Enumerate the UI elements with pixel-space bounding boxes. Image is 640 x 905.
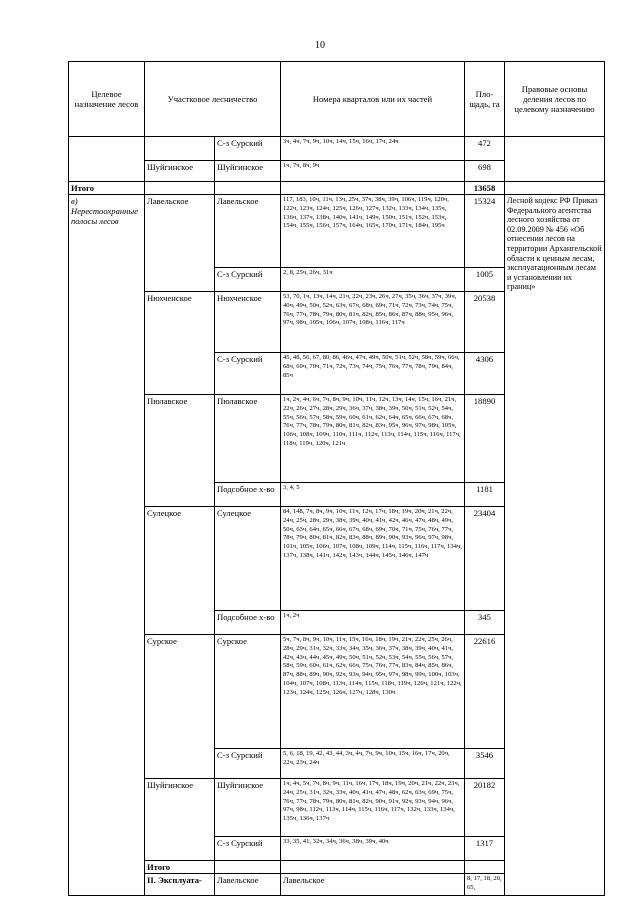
table-row: [69, 137, 605, 161]
legal-cell: [505, 137, 605, 182]
header-district: Участковое лесничество: [145, 62, 281, 137]
district-cell: Шуйгинское: [145, 779, 215, 861]
sub-district-cell: Нюхченское: [215, 292, 281, 353]
total-label: Итого: [145, 861, 215, 874]
total-row: [69, 182, 605, 195]
quarters-cell: 5ч, 7ч, 8ч, 9ч, 10ч, 11ч, 15ч, 16ч, 18ч, 19ч, 21ч, 22ч, 25ч, 26ч, 28ч, 29ч, 31ч, 32ч, 33ч, 34ч, 35ч, 36ч, 37ч, 38ч, 39ч, 40ч, 41ч, 42ч, 43ч, 44ч, 45ч, 49ч, 50ч, 51ч, 52ч, 53ч, 54ч, 55ч, 56ч, 57ч, 58ч, 59ч, 60ч, 61ч, 62ч, 66ч, 75ч, 76ч, 77ч, 83ч, 84ч, 85ч, 86ч, 87ч, 88ч, 89ч, 90ч, 92ч, 93ч, 94ч, 95ч, 97ч, 98ч, 99ч, 100ч, 103ч, 104ч, 107ч, 108ч, 113ч, 114ч, 115ч, 118ч, 119ч, 120ч, 121ч, 122ч, 123ч, 124ч, 125ч, 126ч, 127ч, 128ч, 130ч: [281, 635, 465, 749]
sub-district-cell: Шуйгинское: [215, 779, 281, 837]
table-row: [69, 195, 605, 268]
sub-district-cell: Лавельское: [281, 874, 465, 896]
quarters-cell: 84, 148, 7ч, 8ч, 9ч, 10ч, 11ч, 12ч, 17ч, 18ч, 19ч, 20ч, 21ч, 22ч, 24ч, 25ч, 28ч, 29ч, 38ч, 39ч, 40ч, 41ч, 42ч, 46ч, 47ч, 48ч, 49ч, 50ч, 63ч, 64ч, 65ч, 66ч, 67ч, 68ч, 69ч, 70ч, 71ч, 75ч, 76ч, 77ч, 78ч, 79ч, 80ч, 81ч, 82ч, 83ч, 88ч, 89ч, 90ч, 93ч, 96ч, 97ч, 98ч, 101ч, 105ч, 106ч, 107ч, 108ч, 109ч, 114ч, 115ч, 116ч, 117ч, 134ч, 137ч, 138ч, 141ч, 142ч, 143ч, 144ч, 145ч, 146ч, 147ч: [281, 507, 465, 611]
district-cell: Пюлавское: [145, 395, 215, 507]
area-cell: 20538: [465, 292, 505, 353]
sub-district-cell: Пюлавское: [215, 395, 281, 483]
forest-purpose-table: [68, 61, 605, 896]
purpose-cell: в) Нерестоохранные полосы лесов: [69, 195, 145, 896]
area-cell: 472: [465, 137, 505, 161]
table-header-row: [69, 62, 605, 137]
header-quarters: Номера кварталов или их частей: [281, 62, 465, 137]
area-cell: 23404: [465, 507, 505, 611]
area-cell: 15324: [465, 195, 505, 268]
quarters-cell: 1ч, 2ч: [281, 611, 465, 635]
total-label: Итого: [69, 182, 145, 195]
quarters-cell: 1ч, 4ч, 5ч, 7ч, 8ч, 9ч, 11ч, 16ч, 17ч, 18ч, 19ч, 20ч, 21ч, 22ч, 23ч, 24ч, 25ч, 31ч, 32ч, 33ч, 40ч, 41ч, 47ч, 48ч, 62ч, 63ч, 69ч, 75ч, 76ч, 77ч, 78ч, 79ч, 80ч, 81ч, 82ч, 90ч, 91ч, 92ч, 93ч, 94ч, 96ч, 97ч, 98ч, 112ч, 113ч, 114ч, 115ч, 116ч, 117ч, 132ч, 133ч, 134ч, 135ч, 136ч, 137ч: [281, 779, 465, 837]
quarters-cell: 53, 70, 1ч, 13ч, 14ч, 21ч, 22ч, 23ч, 26ч, 27ч, 35ч, 36ч, 37ч, 39ч, 40ч, 49ч, 50ч, 52ч, 63ч, 67ч, 68ч, 69ч, 71ч, 72ч, 73ч, 74ч, 75ч, 76ч, 77ч, 78ч, 79ч, 80ч, 81ч, 82ч, 85ч, 86ч, 87ч, 88ч, 95ч, 96ч, 97ч, 98ч, 105ч, 106ч, 107ч, 108ч, 116ч, 117ч: [281, 292, 465, 353]
quarters-cell: 2, 8, 25ч, 26ч, 31ч: [281, 268, 465, 292]
page-number: 10: [315, 40, 325, 51]
sub-district-cell: Подсобное х-во: [215, 483, 281, 507]
district-cell: [145, 137, 215, 161]
sub-district-cell: С-з Сурский: [215, 749, 281, 779]
district-cell: Лавельское: [215, 874, 281, 896]
area-cell: 698: [465, 161, 505, 182]
sub-district-cell: С-з Сурский: [215, 268, 281, 292]
district-cell: Сулецкое: [145, 507, 215, 635]
purpose-cell: II. Эксплуата-: [145, 874, 215, 896]
header-area: Пло-щадь, га: [465, 62, 505, 137]
quarters-cell: 1ч, 7ч, 8ч, 9ч: [281, 161, 465, 182]
district-cell: Шуйгинское: [145, 161, 215, 182]
quarters-cell: 3ч, 4ч, 7ч, 9ч, 10ч, 14ч, 15ч, 16ч, 17ч, 24ч: [281, 137, 465, 161]
quarters-cell: 117, 183, 10ч, 11ч, 13ч, 25ч, 37ч, 38ч, 39ч, 106ч, 119ч, 120ч, 122ч, 123ч, 124ч, 125ч, 126ч, 127ч, 132ч, 133ч, 134ч, 135ч, 136ч, 137ч, 138ч, 140ч, 141ч, 149ч, 150ч, 151ч, 152ч, 153ч, 154ч, 155ч, 156ч, 157ч, 164ч, 165ч, 170ч, 171ч, 184ч, 195ч: [281, 195, 465, 268]
sub-district-cell: Лавельское: [215, 195, 281, 268]
district-cell: Нюхченское: [145, 292, 215, 395]
header-purpose: Целевое назначение лесов: [69, 62, 145, 137]
district-cell: Лавельское: [145, 195, 215, 292]
sub-district-cell: С-з Сурский: [215, 353, 281, 395]
area-cell: 22616: [465, 635, 505, 749]
area-cell: 1005: [465, 268, 505, 292]
quarters-cell: 5, 6, 18, 19, 42, 43, 44, 3ч, 4ч, 7ч, 9ч, 10ч, 15ч, 16ч, 17ч, 20ч, 22ч, 23ч, 24ч: [281, 749, 465, 779]
area-cell: 3546: [465, 749, 505, 779]
area-cell: 345: [465, 611, 505, 635]
sub-district-cell: Шуйгинское: [215, 161, 281, 182]
header-legal: Правовые основы деления лесов по целевому назначению: [505, 62, 605, 137]
quarters-cell: 3, 4, 5: [281, 483, 465, 507]
area-cell: 18890: [465, 395, 505, 483]
sub-district-cell: Сулецкое: [215, 507, 281, 611]
quarters-cell: 45, 48, 56, 67, 80, 86, 46ч, 47ч, 49ч, 50ч, 51ч, 52ч, 58ч, 59ч, 66ч, 68ч, 69ч, 70ч, 71ч, 72ч, 73ч, 74ч, 75ч, 76ч, 77ч, 78ч, 79ч, 84ч, 85ч: [281, 353, 465, 395]
area-cell: 1317: [465, 837, 505, 861]
district-cell: Сурское: [145, 635, 215, 779]
sub-district-cell: Сурское: [215, 635, 281, 749]
area-cell: 20182: [465, 779, 505, 837]
sub-district-cell: Подсобное х-во: [215, 611, 281, 635]
purpose-cell: [69, 137, 145, 182]
legal-cell: Лесной кодекс РФ Приказ Федерального агентства лесного хозяйства от 02.09.2009 № 456 «Об отнесении лесов на территории Архангельской области к ценным лесам, эксплуатационным лесам и установлении их границ»: [505, 195, 605, 896]
total-area: 13658: [465, 182, 505, 195]
area-cell: 1181: [465, 483, 505, 507]
quarters-cell: 33, 35, 41, 32ч, 34ч, 36ч, 38ч, 39ч, 40ч: [281, 837, 465, 861]
quarters-cell: 1ч, 2ч, 4ч, 6ч, 7ч, 8ч, 9ч, 10ч, 11ч, 12ч, 13ч, 14ч, 15ч, 16ч, 21ч, 22ч, 26ч, 27ч, 28ч, 29ч, 36ч, 37ч, 38ч, 39ч, 50ч, 51ч, 52ч, 54ч, 55ч, 56ч, 57ч, 58ч, 59ч, 60ч, 61ч, 62ч, 64ч, 65ч, 66ч, 67ч, 68ч, 76ч, 77ч, 78ч, 79ч, 80ч, 81ч, 82ч, 83ч, 95ч, 96ч, 97ч, 98ч, 105ч, 106ч, 108ч, 109ч, 110ч, 111ч, 112ч, 113ч, 114ч, 115ч, 116ч, 117ч, 118ч, 119ч, 120ч, 121ч: [281, 395, 465, 483]
quarters-cell: 8, 17, 18, 20, 65,: [465, 874, 505, 896]
sub-district-cell: С-з Сурский: [215, 837, 281, 861]
area-cell: 4306: [465, 353, 505, 395]
sub-district-cell: С-з Сурский: [215, 137, 281, 161]
